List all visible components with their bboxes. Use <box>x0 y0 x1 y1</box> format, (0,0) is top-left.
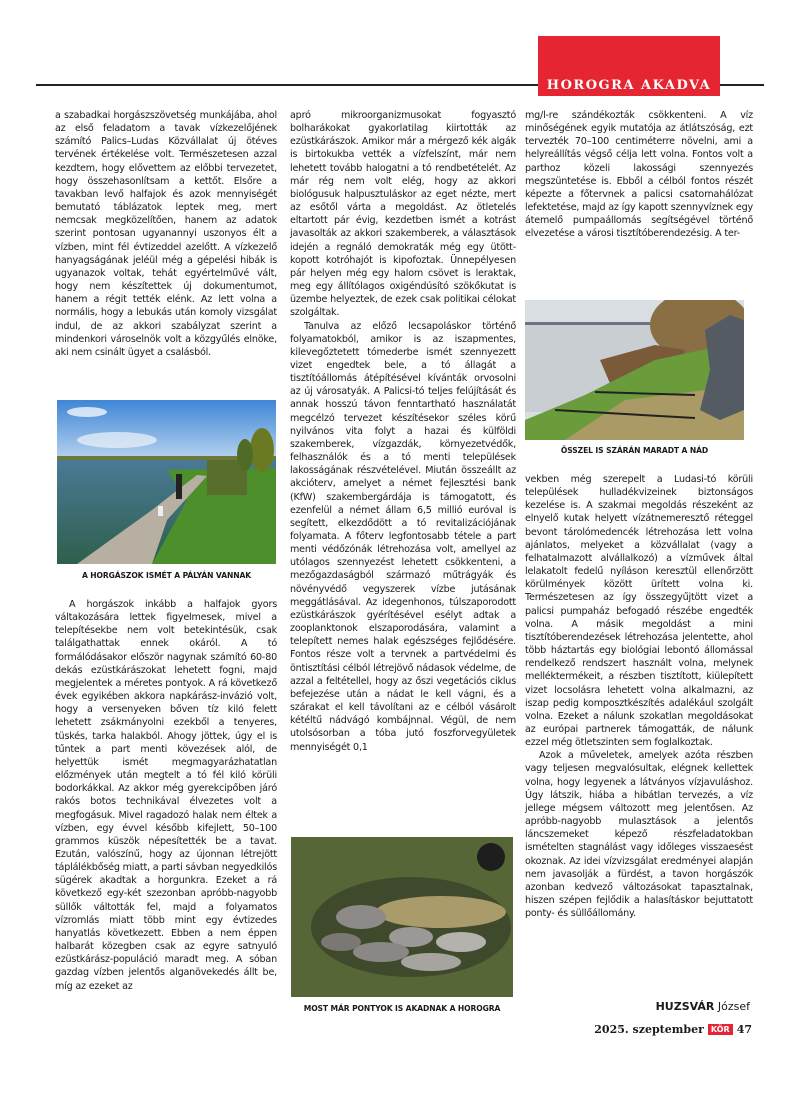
column-1-top <box>55 109 277 359</box>
paragraph: mg/l-re szándékozták csökkenteni. A víz minőségének egyik mutatója az átlátszóság, ezt tervezték 70–100 centiméterre növelni, ami a helyreállítás végső célja lett volna. Fontos volt a parthoz közeli lakossági szennyezés megszüntetése is. Ebből a célból fontos részét képezte a főtervnek a palicsi csatornahálózat lefektetése, majd az így kapott szennyvíznek egy átemelő pumpaállomás segítségével történő elvezetése a városi tisztítóberendezésig. A ter- <box>525 110 753 240</box>
column-3-top <box>525 109 753 241</box>
paragraph: A horgászok inkább a halfajok gyors váltakozására lettek figyelmesek, mivel a telepítésekbe nem volt betekintésük, csak találgathattak ennek okáról. A tó formálódásakor először nagynak számító 60-80 dekás ezüstkárászokat lehetett fogni, majd megjelentek a méretes pontyok. A rá következő évek egyikében akkora napkárász-invázió volt, hogy a versenyeken bőven tíz kiló felett lehetett zsákmányolni ezekből a tenyeres, tüskés, tarka halakból. Ahogy jöttek, úgy el is tűntek a part menti kövezések alól, de helyettük ismét megmagyarázhatatlan előzmények után megtelt a tó fél kiló körüli bodorkákkal. Az akkor még gyerekcipőben járó rakós botos technikával élvezetes volt a megfogásuk. Mivel ragadozó halak nem éltek a vízben, egy évvel később kifejlett, 50–100 grammos küszök népesítették be a tavat. Ezután, valószínű, hogy az újonnan létrejött táplálékbőség miatt, a parti sávban negyedkilós sügérek akadtak a horgunkra. Ezeket a rá következő egy-két szezonban apróbb-nagyobb süllők váltották fel, majd a folyamatos vízromlás miatt több mint egy évtizedes hanyatlás következett. Ebben a nem éppen halbarát közegben csak az egyre satnyuló ezüstkárász-populáció maradt meg. A sóban gazdag vízben jelentős alganövekedés állt be, míg az ezeket az <box>55 599 277 992</box>
author-given-name: József <box>717 1000 750 1013</box>
paragraph: Azok a műveletek, amelyek azóta részben vagy teljesen megvalósultak, elégnek kellettek volna, hogy legyenek a látványos vízjavuláshoz. Úgy látszik, hiába a hibátlan tervezés, a víz jellege mégsem változott meg jelentősen. Az apróbb-nagyobb mulasztások a jelentős láncszemeket képező részfeladatokban ismételten stagnálást vagy időleges visszaesést okoznak. Az idei vízvizsgálat eredményei alapján nem javasolják a fürdést, a tavon horgászók azonban kedvező változásokat tapasztalnak, hiszen szépen fejlődik a halasításkor bejuttatott ponty- és süllőállomány. <box>525 750 753 920</box>
page-footer <box>560 1023 752 1036</box>
photo-caption-2: MOST MÁR PONTYOK IS AKADNAK A HOROGRA <box>303 1004 501 1013</box>
column-1-bottom <box>55 598 277 993</box>
column-3-bottom <box>525 473 753 920</box>
page-number: 47 <box>736 1023 752 1036</box>
photo-reeds-autumn <box>525 300 744 440</box>
issue-date: 2025. szeptember <box>594 1023 704 1036</box>
magazine-logo: KÖR <box>708 1024 733 1035</box>
photo-caption-3: ŐSSZEL IS SZÁRÁN MARADT A NÁD <box>560 446 709 455</box>
section-header-label: HOROGRA AKADVA <box>546 78 712 93</box>
byline <box>600 1000 750 1013</box>
paragraph: apró mikroorganizmusokat fogyasztó bolharákokat gyakorlatilag kiirtották az ezüstkárászok. Amikor már a mérgező kék algák is birtokukba vették a vízfelszínt, már nem lehetett tovább halogatni a tó rendbetételét. Az már rég nem volt elég, hogy az akkori biológusuk halpusztuláskor az eget nézte, mert az esőtől várta a megoldást. Az ötletelés eltartott pár évig, kezdetben ismét a kotrást javasolták az akkori szakemberek, a választások idején a regnáló demokraták még egy ütött-kopott kotróhajót is kipofoztak. Ünnepélyesen pár helyen még egy halom csövet is leraktak, meg egy állítólagos oxigéndúsító szökőkutat is üzembe helyeztek, de ezek csak politikai célokat szolgáltak. <box>290 110 516 319</box>
paragraph: Tanulva az előző lecsapoláskor történő folyamatokból, amikor is az iszapmentes, kilevegőztetett tómederbe ismét szennyezett vizet engedtek bele, a tó állagát a tisztítóállomás átépítésével kívánták orvosolni az új városatyák. A Palicsi-tó teljes felújítását és annak hosszú távon fenntartható használatát megcélzó tervezet készítésekor széles körű nyilvános vita folyt a hazai és külföldi szakemberek, vízgazdák, környezetvédők, felhasználók és a tó menti települések lakosságának részvételével. Miután összeállt az akcióterv, amelyet a német fejlesztési bank (KfW) szakembergárdája is támogatott, és ezenfelül a német állam 6,5 millió euróval is segített, elkezdődött a tó revitalizációjának folyamata. A főterv legfontosabb tétele a part menti védőzónák létrehozása volt, amellyel az utólagos szennyezést lehetett csökkenteni, a mezőgazdaságból származó műtrágyák és növényvédő vegyszerek vízbe jutásának meggátlásával. Az idegenhonos, túlszaporodott ezüstkárászok gyérítésével esélyt adtak a zooplanktonok elszaporodására, valamint a telepített nemes halak egészséges fejlődésére. Fontos része volt a tervnek a partvédelmi és öntisztítási célból létrejövő nádasok védelme, de azzal a feltétellel, hogy az őszi vegetációs ciklus befejezése után a nádat le kell vágni, és a szárakat el kell távolítani az e célból vásárolt kétéltű nádvágó kombájnnal. Végül, de nem utolsósorban a tóba jutó foszforvegyületek mennyiségét 0,1 <box>290 320 516 753</box>
paragraph: a szabadkai horgászszövetség munkájába, ahol az első feladatom a tavak vízkezelőjének számító Palics–Ludas Közvállalat új ötéves tervének értékelése volt. Természetesen azzal kezdtem, hogy elővettem az előbbi tervezetet, hogy összehasonlítsam a kettőt. Elsőre a tavakban levő halfajok és azok mennyiségét bemutató táblázatok leptek meg, mert nemcsak megközelítően, hanem az adatok szerint pontosan ugyanannyi uszonyos élt a vízben, mint fél évtizeddel azelőtt. A vízkezelő hanyagságának jeléül még a gépelési hibák is ugyanazok voltak, tehát egyértelművé vált, hogy nem készítettek új dokumentumot, hanem a régit tették elénk. Az lett volna a normális, hogy a lebukás után komoly vizsgálat indul, de az akkori szabályzat szerint a mindenkori városelnök volt a közgyűlés elnöke, aki nem csinált ügyet a csalásból. <box>55 110 277 358</box>
author-surname: HUZSVÁR <box>655 1000 715 1013</box>
photo-fish-in-net <box>291 837 513 997</box>
photo-caption-1: A HORGÁSZOK ISMÉT A PÁLYÁN VANNAK <box>81 571 252 580</box>
paragraph: vekben még szerepelt a Ludasi-tó körüli települések hulladékvizeinek biztonságos kezelése is. A szakmai megoldás részeként az elnyelő kutak helyett vízátnemeresztő réteggel bevont tárolómedencék létrehozása lett volna ajánlatos, melyeket a közvállalat (vagy a felhatalmazott alvállalkozó) a vízművek által lelakatolt fedelű nyíláson keresztül ellenőrzött körülmények között ürített volna ki. Természetesen az így összegyűjtött vizet a palicsi pumpaház befogadó részébe engedték volna. A másik megoldást a mini tisztítóberendezések létrehozása jelentette, ahol több háztartás egy biológiai lebontó állomással rendelkező rendszert használt volna, melynek melléktermékeit, a részben tisztított, kiülepített vizet locsolásra lehetett volna alkalmazni, az iszap pedig komposztkészítés adalékául szolgált volna. Ezeket a nálunk szokatlan megoldásokat az európai partnerek támogatták, de nálunk ezzel még ötletszinten sem foglalkoztak. <box>525 474 753 749</box>
column-2 <box>290 109 516 754</box>
photo-anglers-on-shore <box>57 400 276 564</box>
